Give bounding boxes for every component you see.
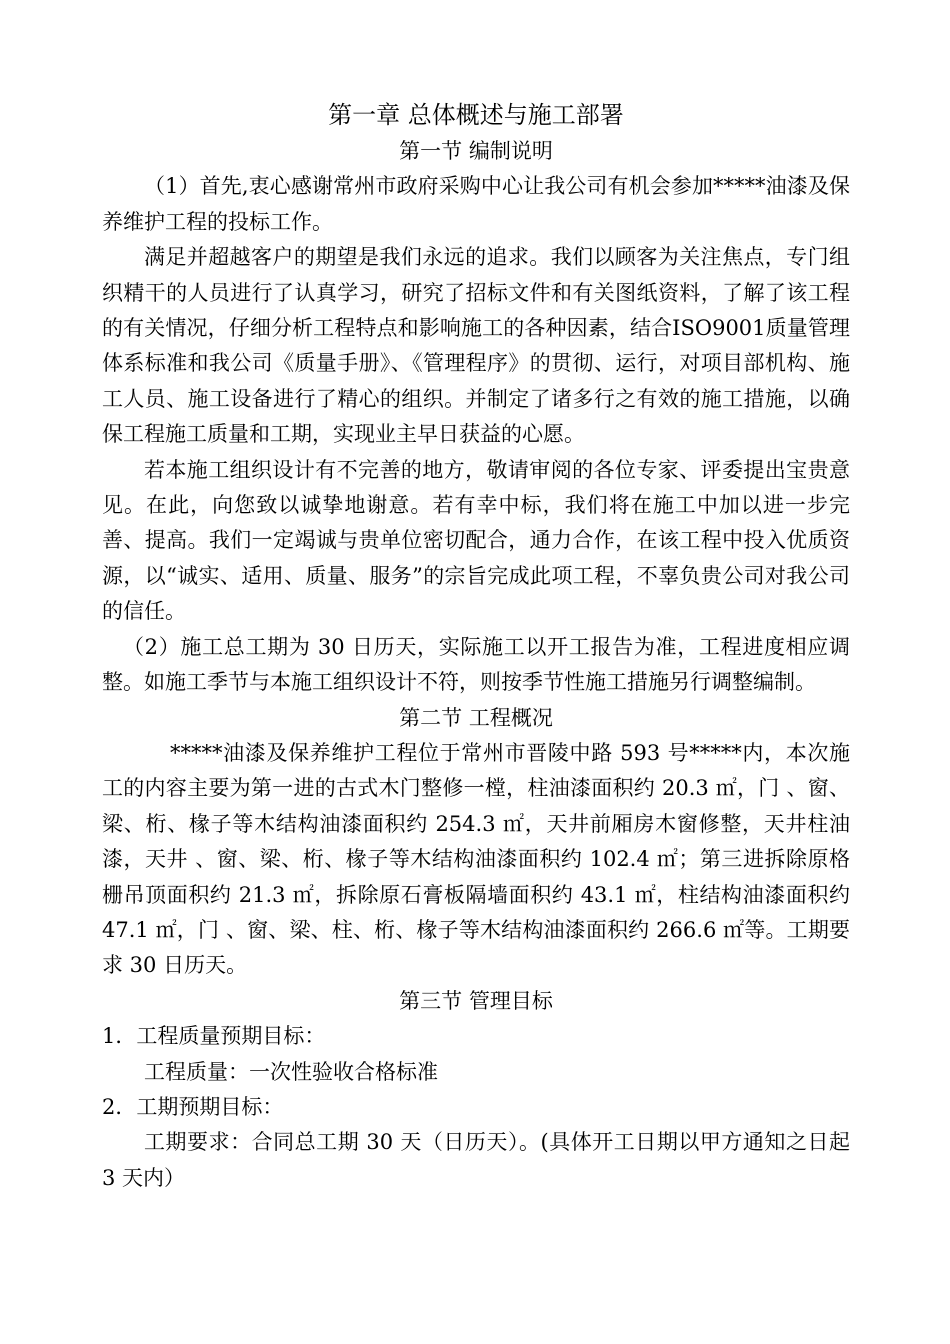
schedule-target-text: 工期要求：合同总工期 30 天（日历天）。(具体开工日期以甲方通知之日起 3 天内） [102, 1130, 850, 1190]
paragraph-commitment: 满足并超越客户的期望是我们永远的追求。我们以顾客为关注焦点，专门组织精干的人员进行了认真学习，研究了招标文件和有关图纸资料，了解了该工程的有关情况，仔细分析工程特点和影响施工的各种因素，结合ISO9001质量管理体系标准和我公司《质量手册》、《管理程序》的贯彻、运行，对项目部机构、施工人员、施工设备进行了精心的组织。并制定了诸多行之有效的施工措施，以确保工程施工质量和工期，实现业主早日获益的心愿。 [102, 245, 850, 447]
quality-target-heading: 1．工程质量预期目标： [102, 1024, 326, 1049]
paragraph-feedback: 若本施工组织设计有不完善的地方，敬请审阅的各位专家、评委提出宝贵意见。在此，向您致以诚挚地谢意。若有幸中标，我们将在施工中加以进一步完善、提高。我们一定竭诚与贵单位密切配合，通力合作，在该工程中投入优质资源，以“诚实、适用、质量、服务”的宗旨完成此项工程，不辜负贵公司对我公司的信任。 [102, 457, 850, 624]
chapter-title: 第一章 总体概述与施工部署 [328, 101, 624, 129]
paragraph-project-overview: *****油漆及保养维护工程位于常州市晋陵中路 593 号*****内，本次施工的内容主要为第一进的古式木门整修一樘，柱油漆面积约 20.3 ㎡，门 、窗、梁、桁、椽子等木结构油漆面积约 254.3 ㎡，天井前厢房木窗修整，天井柱油漆，天井 、窗、梁、桁、椽子等木结构油漆面积约 102.4 ㎡；第三进拆除原格栅吊顶面积约 21.3 ㎡，拆除原石膏板隔墙面积约 43.1 ㎡，柱结构油漆面积约 47.1 ㎡，门 、窗、梁、柱、桁、椽子等木结构油漆面积约 266.6 ㎡等。工期要求 30 日历天。 [102, 740, 850, 978]
document-page [102, 96, 850, 1196]
paragraph-duration: （2）施工总工期为 30 日历天，实际施工以开工报告为准，工程进度相应调整。如施工季节与本施工组织设计不符，则按季节性施工措施另行调整编制。 [102, 634, 850, 695]
quality-target-text: 工程质量：一次性验收合格标准 [144, 1059, 438, 1084]
section-title-compilation: 第一节 编制说明 [399, 139, 553, 163]
paragraph-intro: （1）首先,衷心感谢常州市政府采购中心让我公司有机会参加*****油漆及保养维护工程的投标工作。 [102, 174, 850, 234]
schedule-target-heading: 2．工期预期目标： [102, 1094, 284, 1119]
section-title-targets: 第三节 管理目标 [399, 988, 553, 1013]
section-title-overview: 第二节 工程概况 [399, 705, 553, 730]
